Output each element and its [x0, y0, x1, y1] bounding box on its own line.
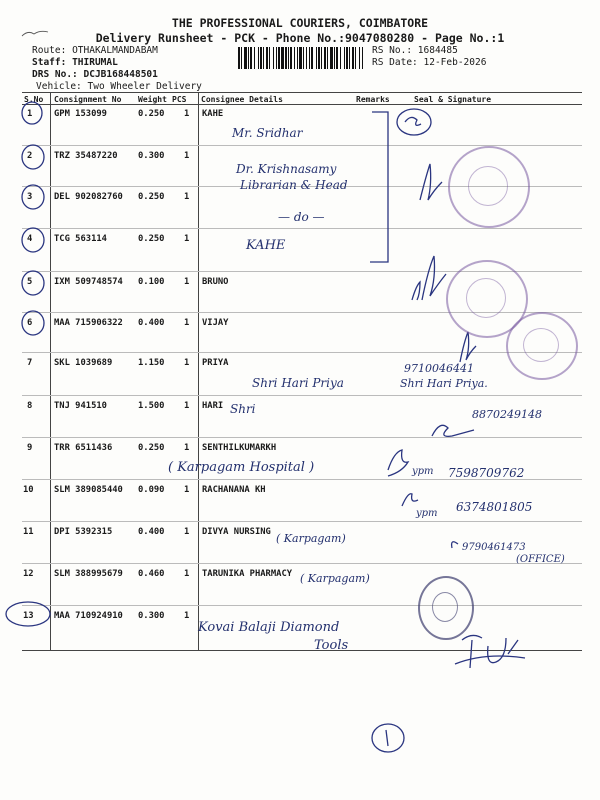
row-pcs: 1: [184, 192, 190, 202]
row-sno: 5: [27, 277, 33, 287]
bracket-mark: [370, 112, 388, 262]
handwritten-note: ypm: [416, 508, 438, 519]
handwritten-note: ( Karpagam): [300, 572, 370, 585]
row-weight: 0.250: [138, 443, 165, 453]
company-name: THE PROFESSIONAL COURIERS, COIMBATORE: [171, 16, 429, 30]
circle-mark: [22, 228, 44, 252]
row-consignee: PRIYA: [202, 358, 229, 368]
handwritten-note: Dr. Krishnasamy: [236, 162, 337, 176]
circle-mark: [397, 109, 431, 135]
row-pcs: 1: [184, 151, 190, 161]
handwritten-note: Shri Hari Priya.: [400, 377, 488, 390]
row-pcs: 1: [184, 109, 190, 119]
row-consignee: RACHANANA KH: [202, 485, 266, 495]
staff-label: Staff:: [32, 57, 67, 68]
row-sno: 3: [27, 192, 33, 202]
seal-stamp: [448, 146, 530, 228]
row-consignment: MAA 710924910: [54, 611, 123, 621]
vehicle-label: Vehicle:: [36, 81, 82, 92]
row-pcs: 1: [184, 318, 190, 328]
handwritten-note: Tools: [314, 638, 349, 653]
scribble-mark: [22, 31, 48, 36]
signature-mark: [455, 656, 525, 664]
row-pcs: 1: [184, 234, 190, 244]
seal-stamp: [506, 312, 578, 380]
handwritten-phone: 8870249148: [472, 408, 542, 421]
handwritten-note: ypm: [412, 466, 434, 477]
runsheet-subtitle: Delivery Runsheet - PCK - Phone No.:9047080280 - Page No.:1: [95, 31, 505, 45]
rs-no-value: 1684485: [417, 45, 458, 56]
col-header-seal: Seal & Signature: [414, 95, 492, 104]
circle-mark: [22, 271, 44, 295]
handwritten-note: Shri: [230, 402, 256, 416]
row-sno: 13: [23, 611, 34, 621]
handwritten-phone: 7598709762: [448, 466, 525, 480]
row-pcs: 1: [184, 443, 190, 453]
row-sno: 12: [23, 569, 34, 579]
handwritten-note: Kovai Balaji Diamond: [198, 620, 340, 635]
handwritten-note: — do —: [278, 210, 325, 224]
circle-mark: [22, 145, 44, 169]
row-weight: 0.090: [138, 485, 165, 495]
seal-stamp: [418, 576, 474, 640]
seal-stamp-inner: [468, 166, 508, 206]
row-weight: 1.500: [138, 401, 165, 411]
handwritten-note: KAHE: [246, 238, 286, 253]
vehicle-value: Two Wheeler Delivery: [87, 81, 202, 92]
circle-mark: [22, 102, 42, 124]
row-weight: 0.100: [138, 277, 165, 287]
row-sno: 4: [27, 234, 33, 244]
circle-mark: [22, 311, 44, 335]
row-sno: 6: [27, 318, 33, 328]
signature-mark: [422, 256, 446, 300]
rs-date-label: RS Date:: [372, 57, 418, 68]
circle-mark: [6, 602, 50, 626]
rs-no-label: RS No.:: [372, 45, 413, 56]
seal-stamp-inner: [466, 278, 506, 318]
row-consignee: DIVYA NURSING: [202, 527, 271, 537]
handwritten-note: Mr. Sridhar: [232, 126, 303, 140]
handwritten-phone: 6374801805: [456, 500, 533, 514]
signature-mark: [452, 542, 458, 548]
row-pcs: 1: [184, 527, 190, 537]
row-weight: 0.300: [138, 151, 165, 161]
handwritten-note: Librarian & Head: [240, 178, 348, 192]
drs-value: DCJB168448501: [83, 69, 158, 80]
row-pcs: 1: [184, 485, 190, 495]
row-weight: 0.400: [138, 527, 165, 537]
row-pcs: 1: [184, 569, 190, 579]
col-header-weight: Weight: [138, 95, 167, 104]
row-consignment: SKL 1039689: [54, 358, 113, 368]
signature-mark: [460, 332, 476, 362]
scribble-mark: [386, 730, 388, 746]
row-sno: 8: [27, 401, 33, 411]
row-pcs: 1: [184, 358, 190, 368]
handwritten-note: Shri Hari Priya: [252, 376, 344, 390]
row-weight: 1.150: [138, 358, 165, 368]
row-consignee: SENTHILKUMARKH: [202, 443, 277, 453]
handwritten-phone: 9710046441: [404, 362, 474, 375]
handwritten-note: (OFFICE): [516, 554, 565, 565]
rs-date-value: 12-Feb-2026: [423, 57, 487, 68]
row-consignee: TARUNIKA PHARMACY: [202, 569, 293, 579]
route-value: OTHAKALMANDABAM: [72, 45, 158, 56]
row-weight: 0.250: [138, 109, 165, 119]
handwritten-note: ( Karpagam Hospital ): [168, 460, 315, 475]
scribble-mark: [405, 117, 421, 125]
row-consignment: TRZ 35487220: [54, 151, 118, 161]
signature-mark: [462, 635, 518, 668]
circle-mark: [372, 724, 404, 752]
row-sno: 1: [27, 109, 33, 119]
row-consignment: GPM 153099: [54, 109, 107, 119]
row-weight: 0.460: [138, 569, 165, 579]
row-weight: 0.250: [138, 234, 165, 244]
row-consignee: HARI: [202, 401, 224, 411]
row-consignment: MAA 715906322: [54, 318, 123, 328]
col-header-remarks: Remarks: [356, 95, 390, 104]
row-pcs: 1: [184, 277, 190, 287]
col-header-sno: S.No: [24, 95, 44, 104]
signature-mark: [388, 450, 408, 476]
row-consignee: BRUNO: [202, 277, 229, 287]
handwritten-phone: 9790461473: [462, 542, 526, 553]
row-consignment: IXM 509748574: [54, 277, 123, 287]
row-consignment: DPI 5392315: [54, 527, 113, 537]
signature-mark: [412, 282, 420, 300]
row-sno: 2: [27, 151, 33, 161]
row-sno: 9: [27, 443, 33, 453]
row-consignment: TNJ 941510: [54, 401, 107, 411]
signature-mark: [402, 494, 418, 506]
row-weight: 0.400: [138, 318, 165, 328]
row-consignee: VIJAY: [202, 318, 229, 328]
row-pcs: 1: [184, 401, 190, 411]
col-header-consignee: Consignee Details: [201, 95, 283, 104]
row-consignment: TCG 563114: [54, 234, 107, 244]
col-header-consignment: Consignment No: [54, 95, 122, 104]
col-header-pcs: PCS: [172, 95, 187, 104]
drs-label: DRS No.:: [32, 69, 78, 80]
row-sno: 11: [23, 527, 34, 537]
row-consignment: SLM 389085440: [54, 485, 123, 495]
row-pcs: 1: [184, 611, 190, 621]
circle-mark: [22, 185, 44, 209]
route-label: Route:: [32, 45, 67, 56]
row-weight: 0.300: [138, 611, 165, 621]
seal-stamp-inner: [432, 592, 458, 622]
row-sno: 7: [27, 358, 33, 368]
row-weight: 0.250: [138, 192, 165, 202]
row-consignment: SLM 388995679: [54, 569, 123, 579]
staff-value: THIRUMAL: [72, 57, 118, 68]
signature-mark: [432, 425, 474, 436]
row-sno: 10: [23, 485, 34, 495]
signature-mark: [420, 164, 442, 200]
seal-stamp-inner: [523, 328, 559, 362]
row-consignment: TRR 6511436: [54, 443, 113, 453]
row-consignee: KAHE: [202, 109, 224, 119]
row-consignment: DEL 902082760: [54, 192, 123, 202]
handwritten-note: ( Karpagam): [276, 532, 346, 545]
